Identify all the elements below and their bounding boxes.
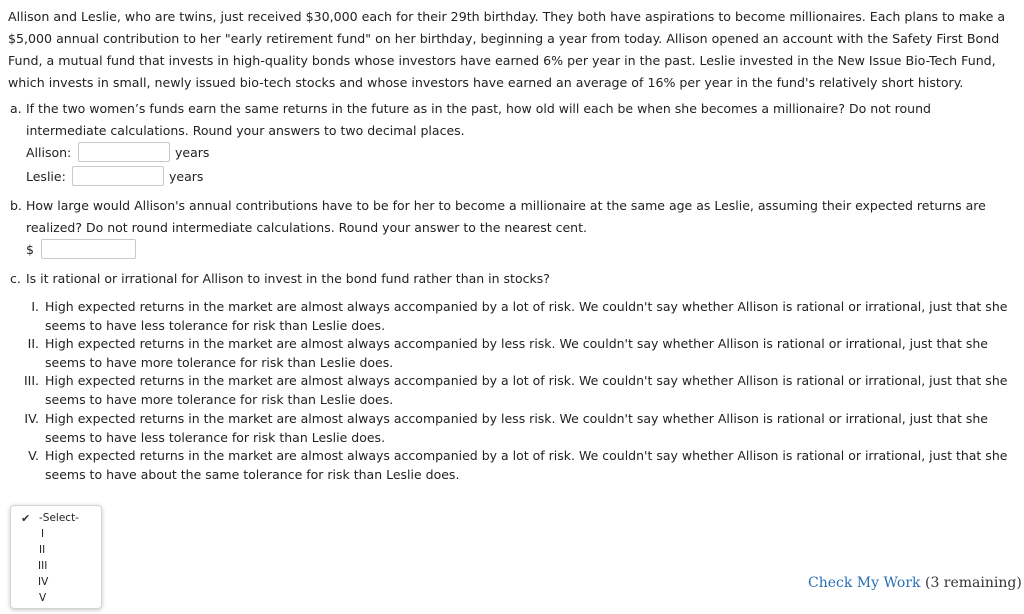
option-v-text: High expected returns in the market are almost always accompanied by a lot of risk. We couldn't say whether Allison is rational or irrational, just that she seems to have about the same tolerance for risk than Leslie does. [45, 448, 1008, 482]
leslie-label: Leslie: [26, 168, 66, 184]
leslie-years-unit: years [169, 168, 204, 184]
leslie-years-input[interactable] [72, 166, 164, 186]
check-work-area [808, 575, 1022, 591]
allison-row [26, 142, 209, 162]
leslie-row [26, 166, 203, 186]
option-i-text: High expected returns in the market are almost always accompanied by a lot of risk. We couldn't say whether Allison is rational or irrational, just that she seems to have less tolerance for risk than Leslie does. [45, 299, 1008, 333]
dropdown-option-ii[interactable]: II [39, 544, 46, 556]
allison-years-unit: years [175, 144, 210, 160]
part-c-label: c. [10, 271, 21, 286]
dropdown-option-select[interactable]: -Select- [39, 512, 79, 524]
option-ii-number: II. [27, 336, 39, 351]
dropdown-option-iii[interactable]: III [38, 560, 48, 572]
allison-years-input[interactable] [78, 142, 170, 162]
option-i [31, 297, 1017, 335]
answer-dropdown[interactable] [10, 505, 102, 609]
option-v [28, 446, 1017, 484]
currency-symbol: $ [26, 241, 34, 257]
check-my-work-link[interactable]: Check My Work [808, 575, 921, 591]
option-ii [27, 334, 1017, 372]
option-i-number: I. [31, 299, 39, 314]
attempts-remaining: (3 remaining) [924, 575, 1022, 591]
dropdown-option-i[interactable]: I [41, 528, 45, 540]
part-c-question: Is it rational or irrational for Allison to invest in the bond fund rather than in stocks? [26, 271, 550, 286]
annual-contribution-input[interactable] [41, 239, 136, 259]
option-iv [24, 409, 1017, 447]
option-iii-number: III. [23, 373, 39, 388]
allison-label: Allison: [26, 144, 72, 160]
option-v-number: V. [28, 448, 39, 463]
option-ii-text: High expected returns in the market are almost always accompanied by less risk. We couldn't say whether Allison is rational or irrational, just that she seems to have more tolerance for risk than Leslie does. [45, 336, 988, 370]
option-iii-text: High expected returns in the market are almost always accompanied by a lot of risk. We couldn't say whether Allison is rational or irrational, just that she seems to have more tolerance for risk than Leslie does. [45, 373, 1008, 407]
option-iv-text: High expected returns in the market are almost always accompanied by less risk. We couldn't say whether Allison is rational or irrational, just that she seems to have less tolerance for risk than Leslie does. [45, 411, 988, 445]
dropdown-option-iv[interactable]: IV [38, 576, 49, 588]
option-iv-number: IV. [24, 411, 39, 426]
option-iii [23, 371, 1017, 409]
part-a-question: If the two women’s funds earn the same returns in the future as in the past, how old will each be when she becomes a millionaire? Do not round intermediate calculations. Round your answers to two decimal places. [26, 101, 931, 138]
part-b-label: b. [10, 198, 22, 213]
part-a-label: a. [10, 101, 22, 116]
problem-intro: Allison and Leslie, who are twins, just received $30,000 each for their 29th birthday. They both have aspirations to become millionaires. Each plans to make a $5,000 annual contribution to her "early retirement fund" on her birthday, beginning a year from today. Allison opened an account with the Safety First Bond Fund, a mutual fund that invests in high-quality bonds whose investors have earned 6% per year in the past. Leslie invested in the New Issue Bio-Tech Fund, which invests in small, newly issued bio-tech stocks and whose investors have earned an average of 16% per year in the fund's relatively short history. [8, 9, 1006, 90]
dropdown-option-v[interactable]: V [39, 592, 47, 604]
contribution-row [26, 239, 136, 259]
checkmark-icon: ✔ [21, 512, 31, 525]
part-b-question: How large would Allison's annual contributions have to be for her to become a millionaire at the same age as Leslie, assuming their expected returns are realized? Do not round intermediate calculations. Round your answer to the nearest cent. [26, 198, 986, 235]
